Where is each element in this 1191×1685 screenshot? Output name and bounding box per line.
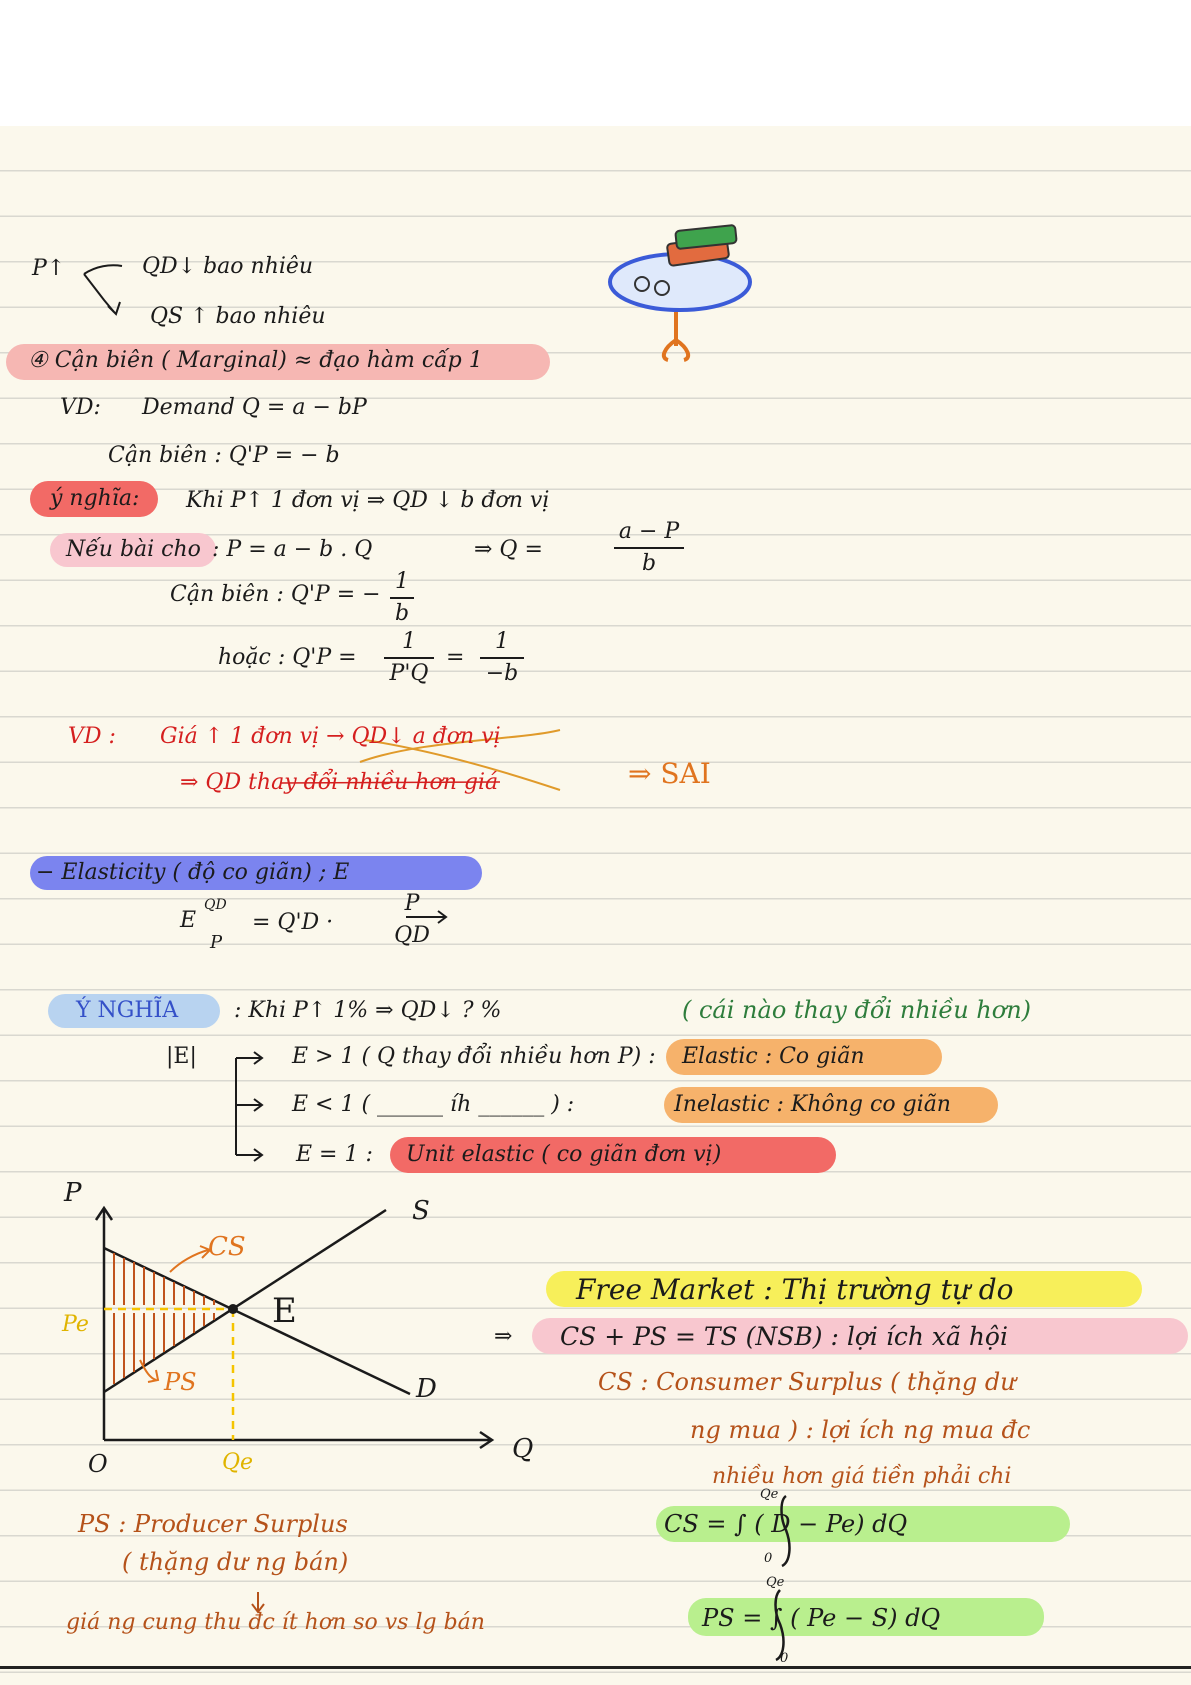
origin-label: O (88, 1450, 108, 1478)
hoac-num-1: 1 (402, 629, 416, 654)
hoac-den-1: P'Q (389, 661, 429, 687)
ynghia-label: ý nghĩa: (50, 486, 140, 511)
case2-text: E < 1 ( ______ íh ______ ) : (292, 1092, 575, 1117)
cs-definition-1: CS : Consumer Surplus ( thặng dư (598, 1368, 1016, 1396)
q-fraction (614, 520, 684, 576)
ps-graph-label: PS (164, 1368, 197, 1396)
elasticity-E: E (180, 908, 197, 933)
pe-label: Pe (62, 1312, 89, 1337)
elasticity-rhs: = Q'D · (252, 910, 334, 935)
ps-integral-top: Qe (766, 1575, 785, 1590)
axis-p-label: P (64, 1178, 82, 1208)
demand-label: D (416, 1374, 437, 1404)
neubaicho-label: Nếu bài cho (66, 537, 201, 562)
case1-text: E > 1 ( Q thay đổi nhiều hơn P) : (292, 1044, 656, 1069)
elasticity-den: QD (394, 923, 430, 949)
hoac-equals: = (446, 645, 465, 670)
qd-down-text: QD↓ bao nhiêu (142, 254, 314, 279)
case3-text: E = 1 : (296, 1142, 373, 1167)
sai-text: ⇒ SAI (628, 757, 711, 790)
free-market-text: Free Market : Thị trường tự do (576, 1273, 1014, 1306)
canbien2-num: 1 (395, 569, 409, 594)
elasticity-num: P (404, 891, 420, 916)
elasticity-heading: − Elasticity ( độ co giãn) ; E (36, 860, 350, 885)
fraction-bar (614, 547, 684, 549)
canbien2-fraction (390, 570, 414, 626)
cs-graph-label: CS (208, 1232, 246, 1262)
cs-formula: CS = ∫ ( D − Pe) dQ (664, 1510, 908, 1538)
ynghia2-text: : Khi P↑ 1% ⇒ QD↓ ? % (234, 998, 502, 1023)
abs-e-text: |E| (166, 1044, 197, 1069)
hoac-num-2: 1 (495, 629, 509, 654)
bottom-divider (0, 1666, 1191, 1669)
hoac-den-2: −b (485, 661, 519, 687)
implies-arrow: ⇒ (494, 1324, 513, 1349)
supply-label: S (412, 1196, 430, 1226)
ps-definition-2: ( thặng dư ng bán) (122, 1548, 349, 1576)
cs-definition-2: ng mua ) : lợi ích ng mua đc (690, 1416, 1031, 1444)
cs-ps-ts-text: CS + PS = TS (NSB) : lợi ích xã hội (560, 1322, 1008, 1351)
case2-label: Inelastic : Không co giãn (674, 1092, 951, 1117)
ps-definition-1: PS : Producer Surplus (78, 1510, 348, 1538)
ps-definition-3: giá ng cung thu đc ít hơn so vs lg bán (66, 1610, 485, 1635)
hoac-label: hoặc : Q'P = (218, 645, 357, 670)
ynghia2-label: Ý NGHĨA (76, 998, 179, 1023)
ps-formula: PS = ∫ ( Pe − S) dQ (702, 1604, 941, 1632)
qs-up-text: QS ↑ bao nhiêu (150, 304, 326, 329)
q-fraction-num: a − P (618, 519, 680, 544)
vd2-conclusion: ⇒ QD thay đổi nhiều hơn giá (180, 770, 499, 795)
case3-label: Unit elastic ( co giãn đơn vị) (406, 1142, 722, 1167)
cs-definition-3: nhiều hơn giá tiền phải chi (712, 1464, 1012, 1489)
equilibrium-label: E (272, 1291, 297, 1331)
cs-integral-bottom: 0 (764, 1551, 773, 1566)
ps-integral-bottom: 0 (780, 1651, 789, 1666)
neubaicho-text: : P = a − b . Q (212, 537, 373, 562)
axis-q-label: Q (512, 1434, 534, 1464)
fraction-bar (390, 597, 414, 599)
ynghia2-note: ( cái nào thay đổi nhiều hơn) (682, 996, 1032, 1024)
ynghia-text: Khi P↑ 1 đơn vị ⇒ QD ↓ b đơn vị (186, 488, 550, 513)
elasticity-sup: QD (204, 897, 227, 913)
hoac-fraction-1 (384, 630, 434, 686)
vd2-label: VD : (68, 724, 116, 749)
elasticity-sub: P (210, 932, 223, 953)
marginal-heading: ④ Cận biên ( Marginal) ≈ đạo hàm cấp 1 (28, 348, 483, 373)
cs-integral-top: Qe (760, 1487, 779, 1502)
q-fraction-den: b (641, 551, 657, 577)
p-up-text: P↑ (32, 256, 66, 281)
vd2-text: Giá ↑ 1 đơn vị → QD↓ a đơn vị (160, 724, 501, 749)
canbien2-den: b (394, 601, 410, 627)
vd1-label: VD: (60, 395, 101, 420)
canbien2-label: Cận biên : Q'P = − (170, 582, 381, 607)
vd1-text: Demand Q = a − bP (142, 395, 367, 420)
fraction-bar (480, 657, 524, 659)
case1-label: Elastic : Co giãn (682, 1044, 865, 1069)
neubaicho-implies: ⇒ Q = (474, 537, 543, 562)
book-table-icon (610, 225, 750, 360)
elasticity-fraction (392, 892, 432, 948)
qe-label: Qe (222, 1450, 254, 1475)
hoac-fraction-2 (480, 630, 524, 686)
fraction-bar (384, 657, 434, 659)
canbien1-text: Cận biên : Q'P = − b (108, 443, 340, 468)
